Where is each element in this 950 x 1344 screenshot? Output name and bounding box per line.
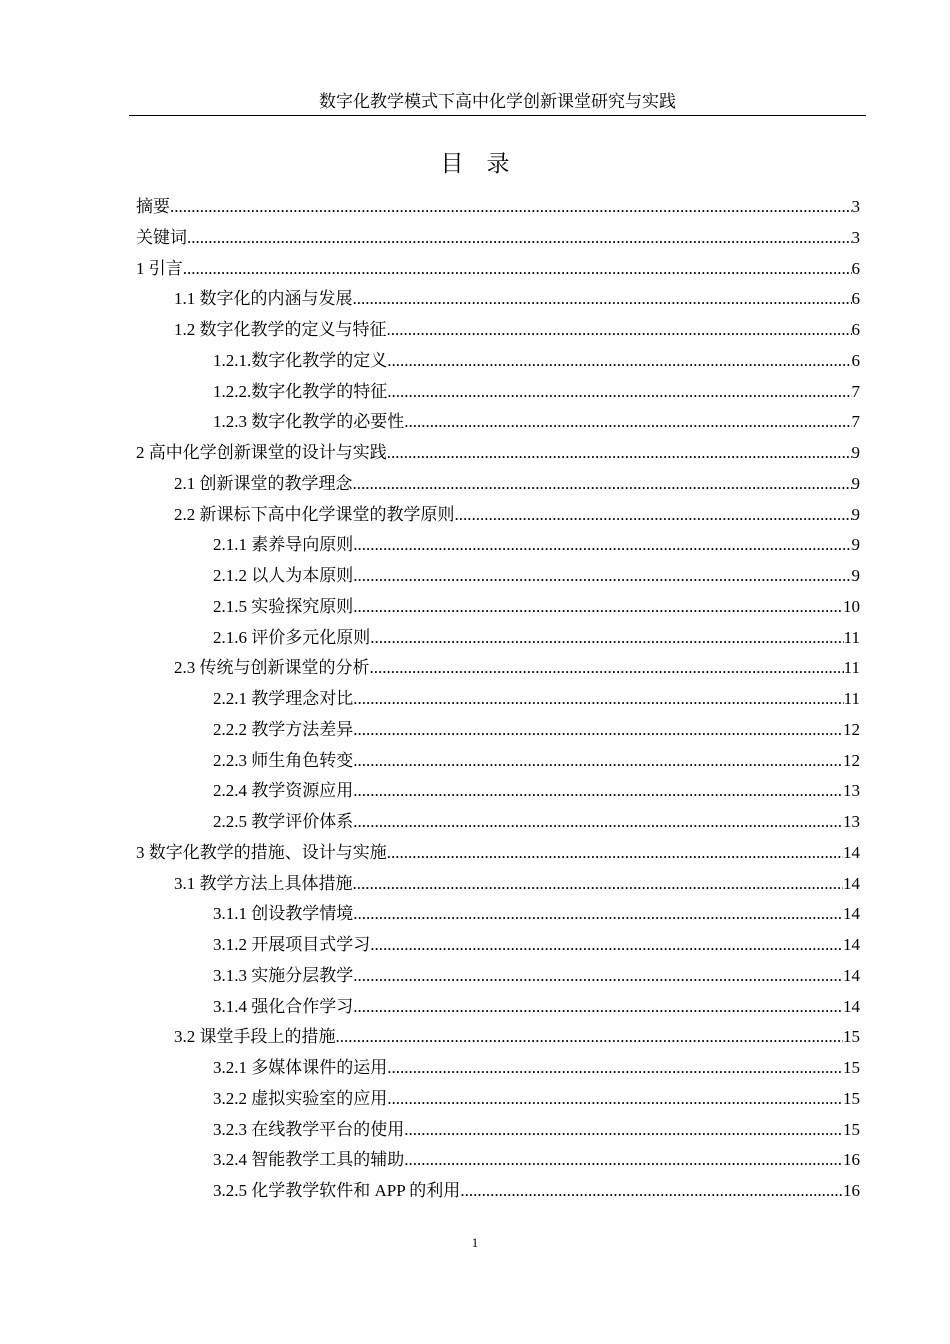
toc-dot-leader xyxy=(370,623,843,653)
toc-dot-leader xyxy=(353,961,843,991)
toc-entry-page: 16 xyxy=(843,1181,860,1200)
toc-entry[interactable] xyxy=(136,500,860,531)
toc-entry-page: 3 xyxy=(851,227,860,247)
toc-entry-page: 11 xyxy=(843,627,860,647)
toc-dot-leader xyxy=(353,715,843,745)
toc-entry-title: 3.1.3 实施分层教学 xyxy=(213,965,354,985)
toc-dot-leader xyxy=(353,530,851,560)
toc-entry-title: 3.2.1 多媒体课件的运用 xyxy=(213,1058,388,1077)
toc-entry[interactable] xyxy=(136,1053,860,1084)
toc-entry-title: 2.2.1 教学理念对比 xyxy=(213,689,354,708)
toc-entry-title: 2.1.2 以人为本原则 xyxy=(213,566,354,585)
toc-entry[interactable] xyxy=(136,899,860,930)
toc-entry-page: 7 xyxy=(851,381,860,401)
toc-dot-leader xyxy=(387,438,852,468)
toc-dot-leader xyxy=(353,469,852,499)
toc-list xyxy=(136,192,860,1207)
toc-entry-title: 1.2.1.数字化教学的定义 xyxy=(213,350,388,370)
toc-dot-leader xyxy=(353,869,844,899)
toc-entry-title: 3.2.5 化学教学软件和 APP 的利用 xyxy=(213,1181,461,1200)
toc-entry-title: 3.1.4 强化合作学习 xyxy=(213,996,354,1016)
toc-entry-page: 14 xyxy=(843,996,860,1016)
toc-entry[interactable] xyxy=(136,1115,860,1146)
toc-entry-title: 1.1 数字化的内涵与发展 xyxy=(174,289,353,309)
toc-dot-leader xyxy=(404,1145,843,1175)
toc-entry[interactable] xyxy=(136,592,860,623)
toc-entry[interactable] xyxy=(136,776,860,807)
toc-dot-leader xyxy=(353,807,843,837)
toc-dot-leader xyxy=(387,1084,843,1114)
toc-entry[interactable] xyxy=(136,315,860,346)
toc-entry[interactable] xyxy=(136,254,860,285)
toc-entry-page: 16 xyxy=(843,1150,860,1170)
toc-entry[interactable] xyxy=(136,838,860,869)
toc-entry-page: 7 xyxy=(851,412,860,432)
toc-entry[interactable] xyxy=(136,223,860,254)
running-header: 数字化教学模式下高中化学创新课堂研究与实践 xyxy=(129,89,866,116)
toc-entry-title: 1.2.2.数字化教学的特征 xyxy=(213,381,388,401)
toc-dot-leader xyxy=(404,407,851,437)
toc-entry[interactable] xyxy=(136,807,860,838)
toc-entry-title: 2.3 传统与创新课堂的分析 xyxy=(174,658,370,678)
toc-entry[interactable] xyxy=(136,1022,860,1053)
toc-entry-page: 9 xyxy=(851,504,860,524)
toc-dot-leader xyxy=(353,746,843,776)
toc-entry-title: 2.2.3 师生角色转变 xyxy=(213,750,354,770)
toc-entry-page: 12 xyxy=(843,750,860,770)
toc-entry[interactable] xyxy=(136,746,860,777)
toc-entry-title: 摘要 xyxy=(136,197,170,216)
toc-dot-leader xyxy=(370,930,843,960)
toc-dot-leader xyxy=(387,1053,843,1083)
toc-entry-page: 15 xyxy=(843,1088,860,1108)
toc-dot-leader xyxy=(336,1022,844,1052)
toc-entry[interactable] xyxy=(136,961,860,992)
toc-dot-leader xyxy=(353,776,843,806)
toc-dot-leader xyxy=(353,684,843,714)
toc-entry-page: 9 xyxy=(851,443,860,462)
toc-entry-page: 14 xyxy=(843,965,860,985)
toc-entry-title: 3.2.4 智能教学工具的辅助 xyxy=(213,1150,405,1170)
toc-entry[interactable] xyxy=(136,407,860,438)
toc-entry[interactable] xyxy=(136,684,860,715)
toc-entry[interactable] xyxy=(136,1176,860,1207)
toc-entry[interactable] xyxy=(136,438,860,469)
toc-dot-leader xyxy=(460,1176,843,1206)
toc-entry[interactable] xyxy=(136,869,860,900)
toc-dot-leader xyxy=(353,992,843,1022)
toc-entry-page: 6 xyxy=(851,289,860,309)
toc-dot-leader xyxy=(187,223,852,253)
toc-entry-page: 14 xyxy=(843,842,860,862)
toc-entry[interactable] xyxy=(136,284,860,315)
toc-entry[interactable] xyxy=(136,346,860,377)
toc-dot-leader xyxy=(353,284,852,314)
toc-entry-page: 9 xyxy=(851,473,860,493)
toc-entry[interactable] xyxy=(136,992,860,1023)
toc-entry-page: 3 xyxy=(851,197,860,216)
toc-entry-page: 6 xyxy=(851,258,860,278)
toc-dot-leader xyxy=(387,377,851,407)
toc-dot-leader xyxy=(387,838,843,868)
toc-entry[interactable] xyxy=(136,530,860,561)
toc-entry-title: 2 高中化学创新课堂的设计与实践 xyxy=(136,443,387,462)
toc-entry-page: 9 xyxy=(851,566,860,585)
toc-entry-page: 11 xyxy=(843,658,860,678)
toc-dot-leader xyxy=(387,315,852,345)
page-number: 1 xyxy=(471,1235,479,1250)
toc-entry[interactable] xyxy=(136,469,860,500)
toc-entry[interactable] xyxy=(136,715,860,746)
toc-entry-page: 15 xyxy=(843,1119,860,1139)
toc-entry-page: 14 xyxy=(843,873,860,893)
toc-entry-page: 14 xyxy=(843,904,860,924)
toc-entry-page: 14 xyxy=(843,935,860,954)
toc-entry-title: 关键词 xyxy=(136,227,187,247)
toc-entry-page: 12 xyxy=(843,719,860,739)
toc-entry-page: 10 xyxy=(843,596,860,616)
toc-entry-page: 6 xyxy=(851,320,860,339)
toc-entry-title: 3.1.1 创设教学情境 xyxy=(213,904,354,924)
toc-entry-page: 13 xyxy=(843,781,860,801)
toc-entry-page: 13 xyxy=(843,812,860,831)
toc-dot-leader xyxy=(404,1115,843,1145)
toc-entry[interactable] xyxy=(136,930,860,961)
toc-dot-leader xyxy=(387,346,851,376)
toc-dot-leader xyxy=(370,653,844,683)
toc-heading: 目 录 xyxy=(440,151,510,176)
toc-entry-title: 3.2.2 虚拟实验室的应用 xyxy=(213,1088,388,1108)
toc-entry[interactable] xyxy=(136,653,860,684)
toc-entry-page: 15 xyxy=(843,1058,860,1077)
toc-entry-title: 3.1 教学方法上具体措施 xyxy=(174,873,353,893)
toc-entry[interactable] xyxy=(136,623,860,654)
toc-entry-title: 3.2.3 在线教学平台的使用 xyxy=(213,1119,405,1139)
toc-entry-page: 6 xyxy=(851,350,860,370)
toc-dot-leader xyxy=(170,192,852,222)
toc-entry-title: 2.1.1 素养导向原则 xyxy=(213,535,354,555)
toc-entry-title: 3 数字化教学的措施、设计与实施 xyxy=(136,842,387,862)
toc-entry[interactable] xyxy=(136,1084,860,1115)
toc-entry-page: 15 xyxy=(843,1027,860,1047)
toc-entry[interactable] xyxy=(136,1145,860,1176)
toc-entry-title: 2.1.5 实验探究原则 xyxy=(213,596,354,616)
toc-entry[interactable] xyxy=(136,192,860,223)
toc-entry-title: 2.1 创新课堂的教学理念 xyxy=(174,473,353,493)
toc-dot-leader xyxy=(353,561,851,591)
toc-entry-title: 2.2.5 教学评价体系 xyxy=(213,812,354,831)
toc-dot-leader xyxy=(353,592,843,622)
toc-entry-title: 2.2.2 教学方法差异 xyxy=(213,719,354,739)
toc-entry[interactable] xyxy=(136,377,860,408)
toc-entry-title: 1.2 数字化教学的定义与特征 xyxy=(174,320,387,339)
toc-entry-title: 3.1.2 开展项目式学习 xyxy=(213,935,371,954)
toc-entry-title: 2.2.4 教学资源应用 xyxy=(213,781,354,801)
toc-entry-page: 11 xyxy=(843,689,860,708)
toc-entry-title: 1.2.3 数字化教学的必要性 xyxy=(213,412,405,432)
toc-dot-leader xyxy=(183,254,852,284)
toc-entry-page: 9 xyxy=(851,535,860,555)
toc-entry-title: 3.2 课堂手段上的措施 xyxy=(174,1027,336,1047)
toc-dot-leader xyxy=(455,500,852,530)
toc-entry-title: 2.2 新课标下高中化学课堂的教学原则 xyxy=(174,504,455,524)
toc-entry-title: 1 引言 xyxy=(136,258,183,278)
toc-entry-title: 2.1.6 评价多元化原则 xyxy=(213,627,371,647)
toc-entry[interactable] xyxy=(136,561,860,592)
toc-dot-leader xyxy=(353,899,843,929)
